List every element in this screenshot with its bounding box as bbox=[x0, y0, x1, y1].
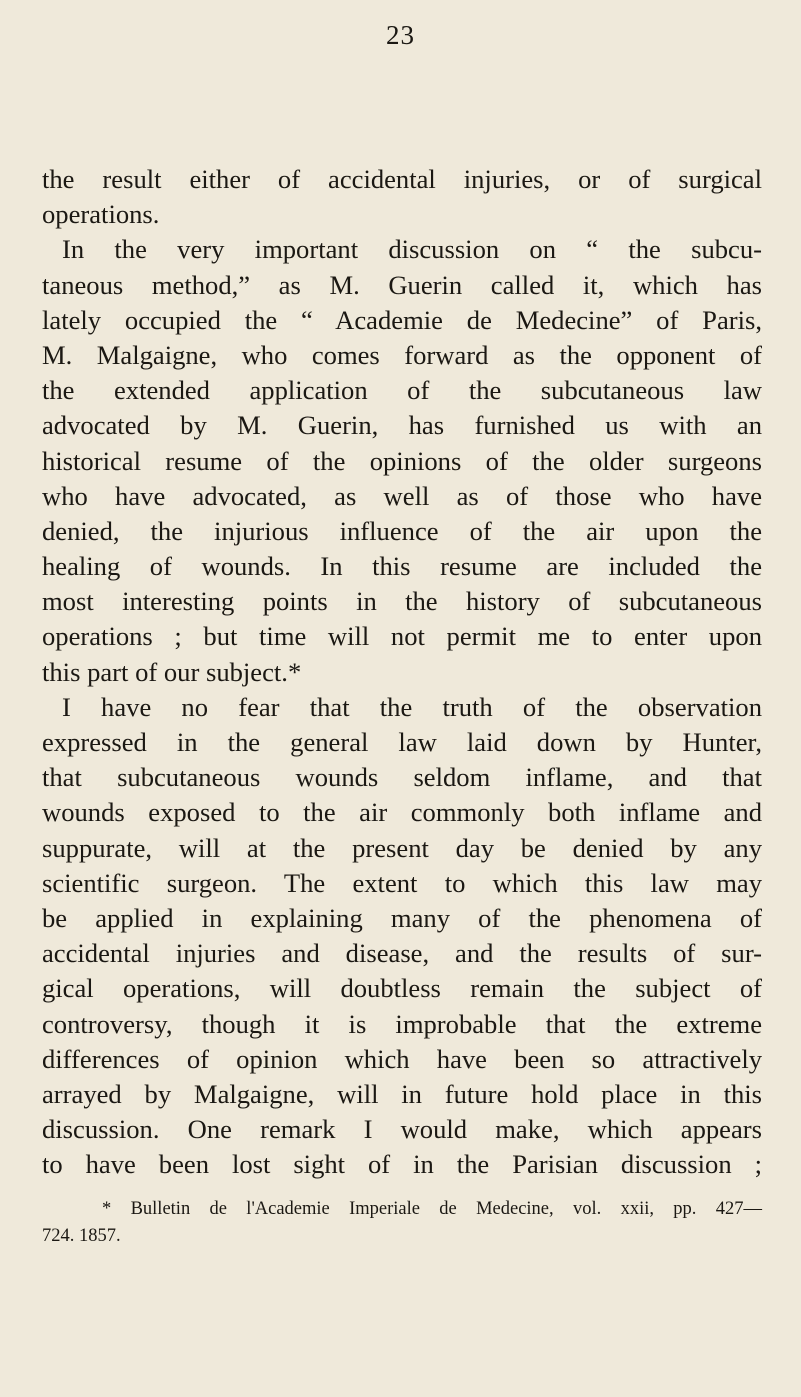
text-line: differences of opinion which have been so attractively bbox=[42, 1043, 762, 1074]
text-line: taneous method,” as M. Guerin called it, which has bbox=[42, 269, 762, 300]
text-line: discussion. One remark I would make, which appears bbox=[42, 1114, 762, 1145]
text-line: scientific surgeon. The extent to which this law may bbox=[42, 867, 762, 898]
text-line: most interesting points in the history of subcutaneous bbox=[42, 586, 762, 617]
footnote bbox=[42, 1196, 762, 1250]
text-line: arrayed by Malgaigne, will in future hold place in this bbox=[42, 1078, 762, 1109]
text-line: this part of our subject.* bbox=[42, 656, 302, 687]
text-line: the extended application of the subcutaneous law bbox=[42, 375, 762, 406]
text-line: operations. bbox=[42, 199, 160, 230]
text-line: suppurate, will at the present day be denied by any bbox=[42, 832, 762, 863]
footnote-line: * Bulletin de l'Academie Imperiale de Medecine, vol. xxii, pp. 427— bbox=[102, 1199, 762, 1219]
text-line: lately occupied the “ Academie de Medecine” of Paris, bbox=[42, 304, 762, 335]
page-number: 23 bbox=[386, 20, 415, 50]
text-line: I have no fear that the truth of the observation bbox=[62, 691, 762, 722]
text-line: accidental injuries and disease, and the results of sur- bbox=[42, 938, 762, 969]
text-line: who have advocated, as well as of those who have bbox=[42, 480, 762, 511]
text-line: controversy, though it is improbable that the extreme bbox=[42, 1008, 762, 1039]
text-line: historical resume of the opinions of the older surgeons bbox=[42, 445, 762, 476]
text-line: gical operations, will doubtless remain the subject of bbox=[42, 973, 762, 1004]
text-line: be applied in explaining many of the phenomena of bbox=[42, 902, 762, 933]
footnote-line: 724. 1857. bbox=[42, 1226, 121, 1246]
text-line: healing of wounds. In this resume are included the bbox=[42, 551, 762, 582]
text-line: wounds exposed to the air commonly both inflame and bbox=[42, 797, 762, 828]
text-line: In the very important discussion on “ the subcu- bbox=[62, 234, 762, 265]
text-line: operations ; but time will not permit me to enter upon bbox=[42, 621, 762, 652]
text-line: that subcutaneous wounds seldom inflame, and that bbox=[42, 762, 762, 793]
text-line: denied, the injurious influence of the air upon the bbox=[42, 515, 762, 546]
text-line: to have been lost sight of in the Parisian discussion ; bbox=[42, 1149, 762, 1180]
text-line: expressed in the general law laid down by Hunter, bbox=[42, 727, 762, 757]
text-line: advocated by M. Guerin, has furnished us with an bbox=[42, 410, 762, 441]
body-text bbox=[42, 162, 762, 1182]
text-line: the result either of accidental injuries, or of surgical bbox=[42, 164, 762, 194]
text-line: M. Malgaigne, who comes forward as the opponent of bbox=[42, 339, 762, 370]
